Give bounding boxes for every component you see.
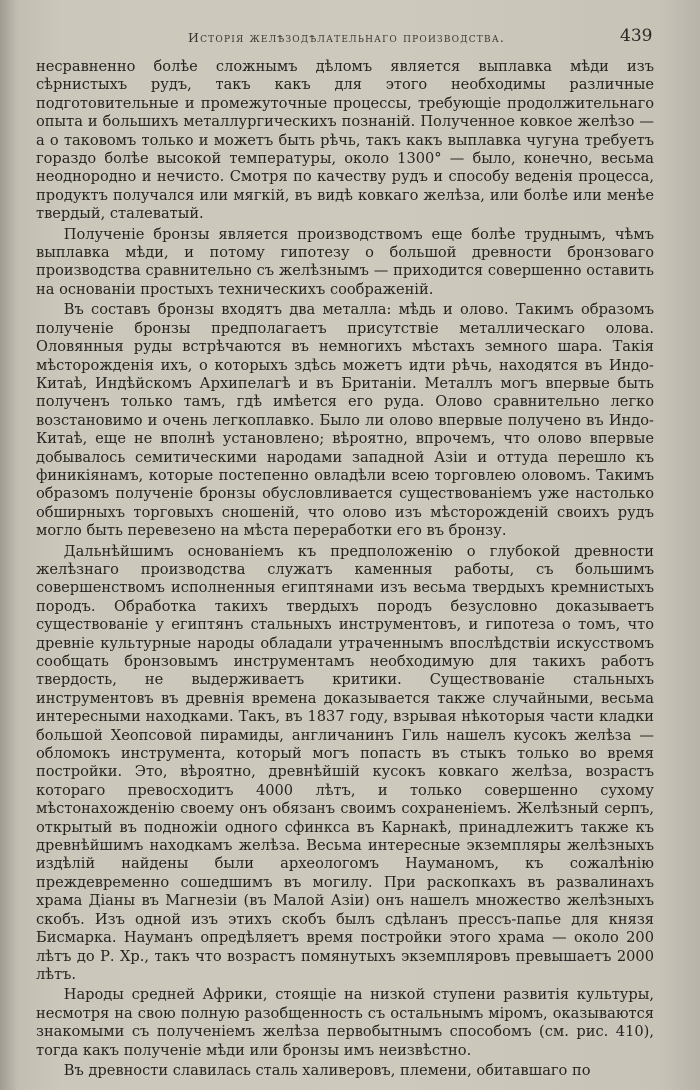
paragraph-central-africa: Народы средней Африки, стоящіе на низкой ступени развитія культуры, несмотря на свою полную разобщенность съ остальнымъ міромъ, оказываются знакомыми съ полученіемъ желѣза первобытнымъ способомъ (см. рис. 410), тогда какъ полученіе мѣди или бронзы имъ неизвѣстно.	[36, 986, 654, 1059]
page-header	[0, 26, 700, 50]
body-text	[36, 58, 654, 1080]
running-title: Исторія желѣзодѣлательнаго производства.	[188, 30, 506, 45]
page-number: 439	[620, 26, 653, 46]
paragraph-chalybes-steel: Въ древности славилась сталь халиверовъ, племени, обитавшаго по	[63, 1061, 591, 1079]
paragraph-stone-works: Дальнѣйшимъ основаніемъ къ предположенію о глубокой древности желѣзнаго производства служатъ каменныя работы, съ большимъ совершенствомъ исполненныя египтянами изъ весьма твердыхъ кремнистыхъ породъ. Обработка такихъ твердыхъ породъ безусловно доказываетъ существованіе у египтянъ стальныхъ инструментовъ, и гипотеза о томъ, что древніе культурные народы обладали утраченнымъ впослѣдствіи искусствомъ сообщать бронзовымъ инструментамъ необходимую для такихъ работъ твердость, не выдерживаетъ критики. Существованіе стальныхъ инструментовъ въ древнія времена доказывается также случайными, весьма интересными находками. Такъ, въ 1837 году, взрывая нѣкоторыя части кладки большой Хеопсовой пирамиды, англичанинъ Гиль нашелъ кусокъ желѣза — обломокъ инструмента, который могъ попасть въ стыкъ только во время постройки. Это, вѣроятно, древнѣйшій кусокъ ковкаго желѣза, возрастъ котораго превосходитъ 4000 лѣтъ, и только совершенно сухому мѣстонахожденію своему онъ обязанъ своимъ сохраненіемъ. Желѣзный серпъ, открытый въ подножіи одного сфинкса въ Карнакѣ, принадлежитъ также къ древнѣйшимъ находкамъ желѣза. Весьма интересные экземпляры желѣзныхъ издѣлій найдены были археологомъ Науманомъ, къ сожалѣнію преждевременно сошедшимъ въ могилу. При раскопкахъ въ развалинахъ храма Діаны въ Магнезіи (въ Малой Азіи) онъ нашелъ множество желѣзныхъ скобъ. Изъ одной изъ этихъ скобъ былъ сдѣланъ прессъ-папье для князя Бисмарка. Науманъ опредѣляетъ время постройки этого храма — около 200 лѣтъ до Р. Хр., такъ что возрастъ помянутыхъ экземпляровъ превышаетъ 2000 лѣтъ.	[36, 542, 654, 983]
paragraph-bronze-production: Полученіе бронзы является производствомъ еще болѣе труднымъ, чѣмъ выплавка мѣди, и потому гипотезу о большой древности бронзоваго производства сравнительно съ желѣзнымъ — приходится совершенно оставить на основаніи простыхъ техническихъ соображеній.	[36, 225, 654, 298]
paragraph-continuation: несравненно болѣе сложнымъ дѣломъ является выплавка мѣди изъ сѣрнистыхъ рудъ, такъ какъ для этого необходимы различные подготовительные и промежуточные процессы, требующіе продолжительнаго опыта и большихъ металлургическихъ познаній. Полученное ковкое желѣзо — а о таковомъ только и можетъ быть рѣчь, такъ какъ выплавка чугуна требуетъ гораздо болѣе высокой температуры, около 1300° — было, конечно, весьма неоднородно и нечисто. Смотря по качеству рудъ и способу веденія процесса, продуктъ получался или мягкій, въ видѣ ковкаго желѣза, или болѣе или менѣе твердый, сталеватый.	[36, 58, 654, 223]
paragraph-bronze-composition: Въ составъ бронзы входятъ два металла: мѣдь и олово. Такимъ образомъ полученіе бронзы предполагаетъ присутствіе металлическаго олова. Оловянныя руды встрѣчаются въ немногихъ мѣстахъ земного шара. Такія мѣсторожденія ихъ, о которыхъ здѣсь можетъ идти рѣчь, находятся въ Индо-Китаѣ, Индѣйскомъ Архипелагѣ и въ Британіи. Металлъ могъ впервые быть полученъ только тамъ, гдѣ имѣется его руда. Олово сравнительно легко возстановимо и очень легкоплавко. Было ли олово впервые получено въ Индо-Китаѣ, еще не вполнѣ установлено; вѣроятно, впрочемъ, что олово впервые добывалось семитическими народами западной Азіи и оттуда перешло къ финикіянамъ, которые постепенно овладѣли всею торговлею оловомъ. Такимъ образомъ полученіе бронзы обусловливается существованіемъ уже настолько обширныхъ торговыхъ сношеній, что олово изъ мѣсторожденій своихъ рудъ могло быть перевезено на мѣста переработки его въ бронзу.	[36, 301, 654, 540]
